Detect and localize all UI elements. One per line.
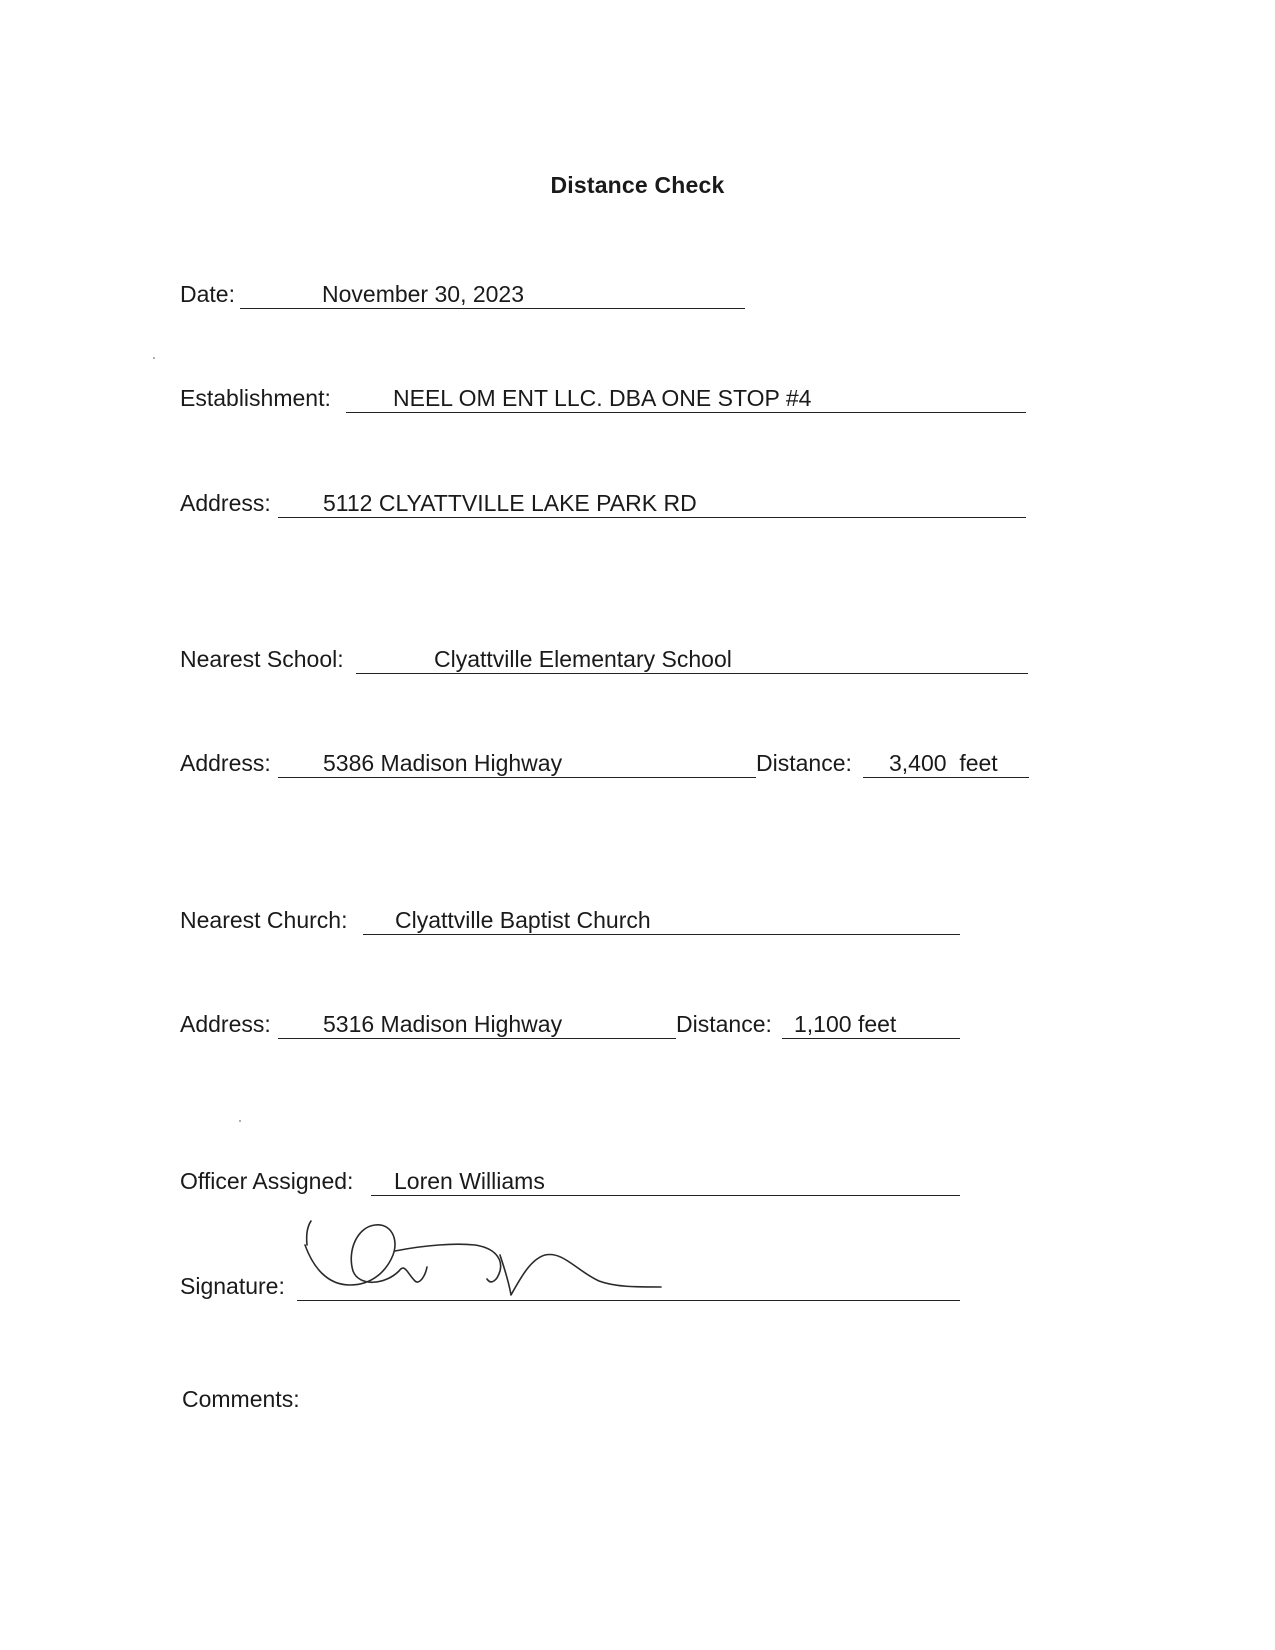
- date-label: Date:: [180, 281, 235, 307]
- school-address-value: 5386 Madison Highway: [323, 750, 563, 776]
- officer-field[interactable]: [371, 1165, 960, 1196]
- date-field[interactable]: [240, 278, 745, 309]
- nearest-church-field[interactable]: [363, 904, 960, 935]
- date-value: November 30, 2023: [322, 281, 525, 307]
- signature-stroke-tail: [500, 1254, 661, 1295]
- nearest-school-label: Nearest School:: [180, 646, 344, 672]
- nearest-church-value: Clyattville Baptist Church: [395, 907, 651, 933]
- church-address-label: Address:: [180, 1011, 271, 1037]
- church-distance-value: 1,100 feet: [794, 1011, 897, 1037]
- school-address-field[interactable]: [278, 747, 756, 778]
- establishment-value: NEEL OM ENT LLC. DBA ONE STOP #4: [393, 385, 812, 411]
- establishment-row: [180, 382, 1030, 414]
- school-distance-label: Distance:: [756, 750, 852, 776]
- officer-label: Officer Assigned:: [180, 1168, 354, 1194]
- church-distance-label: Distance:: [676, 1011, 772, 1037]
- officer-row: [180, 1165, 965, 1197]
- form-title: Distance Check: [550, 172, 725, 198]
- church-address-value: 5316 Madison Highway: [323, 1011, 563, 1037]
- nearest-school-value: Clyattville Elementary School: [434, 646, 732, 672]
- school-address-row: [180, 747, 1030, 779]
- nearest-church-label: Nearest Church:: [180, 907, 348, 933]
- nearest-school-row: [180, 643, 1030, 675]
- school-distance-value: 3,400 feet: [889, 750, 998, 776]
- date-row: [180, 278, 750, 310]
- nearest-school-field[interactable]: [356, 643, 1028, 674]
- establishment-address-field[interactable]: [278, 487, 1026, 518]
- establishment-address-row: [180, 487, 1030, 519]
- signature-stroke-loop: [305, 1225, 427, 1285]
- scan-speck: [153, 357, 155, 359]
- school-address-label: Address:: [180, 750, 271, 776]
- signature-stroke-tick: [307, 1221, 311, 1245]
- comments-label: Comments:: [182, 1386, 300, 1412]
- establishment-label: Establishment:: [180, 385, 331, 411]
- address-label: Address:: [180, 490, 271, 516]
- church-distance-field[interactable]: [782, 1008, 960, 1039]
- officer-value: Loren Williams: [394, 1168, 545, 1194]
- establishment-address-value: 5112 CLYATTVILLE LAKE PARK RD: [323, 490, 697, 516]
- handwritten-signature: [295, 1215, 715, 1305]
- scan-speck: [239, 1120, 241, 1122]
- church-address-row: [180, 1008, 965, 1040]
- school-distance-field[interactable]: [863, 747, 1029, 778]
- establishment-field[interactable]: [346, 382, 1026, 413]
- signature-label: Signature:: [180, 1273, 285, 1299]
- church-address-field[interactable]: [278, 1008, 676, 1039]
- nearest-church-row: [180, 904, 965, 936]
